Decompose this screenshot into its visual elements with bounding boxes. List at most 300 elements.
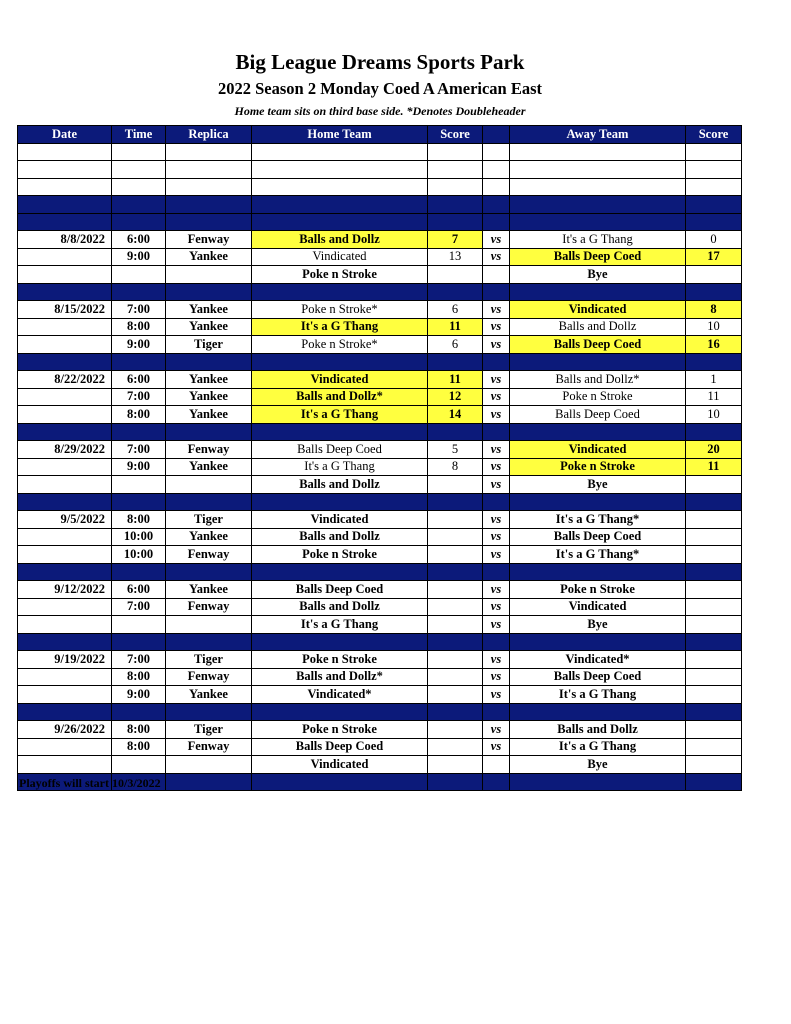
separator-cell	[510, 633, 686, 651]
field-cell: Yankee	[166, 371, 252, 389]
time-cell: 6:00	[112, 371, 166, 389]
game-row	[18, 546, 742, 564]
field-cell	[166, 476, 252, 494]
separator-cell	[252, 773, 428, 791]
time-cell	[112, 756, 166, 774]
away-score-cell: 10	[686, 406, 742, 424]
column-header-away-score: Score	[686, 126, 742, 144]
away-score-cell: 10	[686, 318, 742, 336]
game-row	[18, 458, 742, 476]
separator-cell	[112, 353, 166, 371]
time-cell: 9:00	[112, 248, 166, 266]
away-score-cell	[686, 721, 742, 739]
separator-cell	[686, 423, 742, 441]
vs-cell: vs	[483, 231, 510, 249]
separator-cell	[252, 213, 428, 231]
field-cell: Fenway	[166, 738, 252, 756]
date-cell: 9/5/2022	[18, 511, 112, 529]
away-score-cell: 11	[686, 458, 742, 476]
time-cell: 9:00	[112, 336, 166, 354]
away-team-cell: It's a G Thang*	[510, 511, 686, 529]
home-score-cell: 11	[428, 318, 483, 336]
separator-cell	[18, 423, 112, 441]
away-team-cell: Bye	[510, 266, 686, 284]
separator-cell	[510, 423, 686, 441]
time-cell: 7:00	[112, 388, 166, 406]
time-cell: 7:00	[112, 301, 166, 319]
page-note: Home team sits on third base side. *Denotes Doubleheader	[234, 104, 526, 118]
date-cell: 8/15/2022	[18, 301, 112, 319]
home-team-cell: Vindicated	[252, 756, 428, 774]
field-cell: Yankee	[166, 686, 252, 704]
game-row	[18, 248, 742, 266]
vs-cell: vs	[483, 738, 510, 756]
vs-cell: vs	[483, 528, 510, 546]
week-separator-row	[18, 423, 742, 441]
separator-cell	[252, 353, 428, 371]
separator-cell	[428, 196, 483, 214]
empty-cell	[112, 178, 166, 196]
empty-row	[18, 143, 742, 161]
separator-cell	[686, 633, 742, 651]
time-cell: 8:00	[112, 738, 166, 756]
away-score-cell	[686, 528, 742, 546]
away-team-cell: Vindicated	[510, 598, 686, 616]
away-team-cell: Poke n Stroke	[510, 458, 686, 476]
separator-cell	[18, 633, 112, 651]
date-cell	[18, 546, 112, 564]
time-cell: 8:00	[112, 318, 166, 336]
empty-cell	[686, 143, 742, 161]
empty-cell	[428, 161, 483, 179]
separator-cell	[18, 213, 112, 231]
empty-cell	[686, 178, 742, 196]
home-score-cell: 11	[428, 371, 483, 389]
separator-cell	[18, 283, 112, 301]
field-cell: Tiger	[166, 651, 252, 669]
game-row	[18, 528, 742, 546]
home-team-cell: It's a G Thang	[252, 616, 428, 634]
separator-cell	[428, 493, 483, 511]
time-cell: 8:00	[112, 721, 166, 739]
home-score-cell	[428, 476, 483, 494]
separator-cell	[252, 283, 428, 301]
empty-cell	[112, 143, 166, 161]
field-cell: Fenway	[166, 546, 252, 564]
away-team-cell: Balls Deep Coed	[510, 406, 686, 424]
home-score-cell: 8	[428, 458, 483, 476]
separator-cell	[112, 563, 166, 581]
separator-cell	[166, 353, 252, 371]
column-header-date: Date	[18, 126, 112, 144]
separator-cell	[252, 423, 428, 441]
page-title: Big League Dreams Sports Park	[235, 50, 525, 74]
game-row	[18, 668, 742, 686]
separator-cell	[112, 283, 166, 301]
home-score-cell	[428, 686, 483, 704]
separator-cell	[510, 196, 686, 214]
separator-cell	[510, 213, 686, 231]
separator-cell	[18, 196, 112, 214]
home-team-cell: Balls Deep Coed	[252, 581, 428, 599]
field-cell: Yankee	[166, 528, 252, 546]
date-cell	[18, 406, 112, 424]
separator-cell	[252, 703, 428, 721]
separator-cell	[18, 353, 112, 371]
game-row	[18, 318, 742, 336]
time-cell: 10:00	[112, 546, 166, 564]
home-team-cell: Balls and Dollz	[252, 476, 428, 494]
home-team-cell: Balls Deep Coed	[252, 441, 428, 459]
field-cell	[166, 756, 252, 774]
separator-cell	[510, 283, 686, 301]
away-team-cell: Balls Deep Coed	[510, 248, 686, 266]
game-row	[18, 336, 742, 354]
vs-cell: vs	[483, 388, 510, 406]
separator-cell	[428, 633, 483, 651]
home-score-cell: 13	[428, 248, 483, 266]
home-score-cell	[428, 546, 483, 564]
away-score-cell	[686, 651, 742, 669]
home-team-cell: Vindicated	[252, 511, 428, 529]
empty-cell	[483, 161, 510, 179]
separator-cell	[112, 213, 166, 231]
vs-cell: vs	[483, 248, 510, 266]
empty-cell	[252, 143, 428, 161]
home-team-cell: Poke n Stroke	[252, 546, 428, 564]
separator-cell	[483, 423, 510, 441]
separator-cell	[252, 633, 428, 651]
vs-cell: vs	[483, 511, 510, 529]
separator-cell	[112, 703, 166, 721]
week-separator-row	[18, 633, 742, 651]
home-score-cell: 6	[428, 336, 483, 354]
date-cell: 9/26/2022	[18, 721, 112, 739]
separator-cell	[483, 773, 510, 791]
separator-cell	[166, 633, 252, 651]
away-team-cell: Bye	[510, 756, 686, 774]
empty-cell	[112, 161, 166, 179]
time-cell: 9:00	[112, 686, 166, 704]
home-score-cell	[428, 651, 483, 669]
game-row	[18, 406, 742, 424]
home-team-cell: Poke n Stroke	[252, 721, 428, 739]
home-score-cell	[428, 598, 483, 616]
separator-cell	[166, 493, 252, 511]
separator-cell	[686, 196, 742, 214]
field-cell: Tiger	[166, 336, 252, 354]
vs-cell: vs	[483, 651, 510, 669]
away-team-cell: Balls Deep Coed	[510, 528, 686, 546]
away-team-cell: Bye	[510, 476, 686, 494]
away-team-cell: Balls and Dollz	[510, 721, 686, 739]
separator-cell	[112, 196, 166, 214]
game-row	[18, 686, 742, 704]
table-header-row	[18, 126, 742, 144]
home-team-cell: Poke n Stroke*	[252, 336, 428, 354]
game-row	[18, 231, 742, 249]
away-score-cell: 0	[686, 231, 742, 249]
vs-cell: vs	[483, 371, 510, 389]
vs-cell: vs	[483, 668, 510, 686]
empty-cell	[18, 161, 112, 179]
week-separator-row	[18, 196, 742, 214]
field-cell: Fenway	[166, 231, 252, 249]
away-score-cell	[686, 738, 742, 756]
away-team-cell: Bye	[510, 616, 686, 634]
week-separator-row	[18, 353, 742, 371]
separator-cell	[166, 773, 252, 791]
empty-cell	[428, 143, 483, 161]
away-team-cell: Vindicated	[510, 301, 686, 319]
home-score-cell: 6	[428, 301, 483, 319]
home-score-cell	[428, 266, 483, 284]
playoffs-note: Playoffs will start 10/3/2022	[19, 776, 161, 790]
column-header-home-team: Home Team	[252, 126, 428, 144]
away-score-cell	[686, 686, 742, 704]
away-team-cell: Balls Deep Coed	[510, 668, 686, 686]
separator-cell	[483, 283, 510, 301]
game-row	[18, 266, 742, 284]
vs-cell: vs	[483, 686, 510, 704]
game-row	[18, 651, 742, 669]
column-header-home-score: Score	[428, 126, 483, 144]
separator-cell	[483, 493, 510, 511]
separator-cell	[112, 493, 166, 511]
away-team-cell: Poke n Stroke	[510, 581, 686, 599]
away-team-cell: It's a G Thang*	[510, 546, 686, 564]
empty-cell	[483, 143, 510, 161]
empty-cell	[510, 143, 686, 161]
field-cell: Yankee	[166, 581, 252, 599]
home-score-cell	[428, 738, 483, 756]
vs-cell: vs	[483, 318, 510, 336]
away-team-cell: Balls Deep Coed	[510, 336, 686, 354]
separator-cell	[428, 563, 483, 581]
home-team-cell: Poke n Stroke*	[252, 301, 428, 319]
vs-cell: vs	[483, 458, 510, 476]
date-cell	[18, 388, 112, 406]
week-separator-row	[18, 283, 742, 301]
away-score-cell	[686, 598, 742, 616]
separator-cell	[686, 563, 742, 581]
home-score-cell: 12	[428, 388, 483, 406]
field-cell: Yankee	[166, 318, 252, 336]
home-team-cell: Balls and Dollz	[252, 231, 428, 249]
time-cell: 10:00	[112, 528, 166, 546]
empty-cell	[166, 178, 252, 196]
week-separator-row	[18, 493, 742, 511]
date-cell	[18, 738, 112, 756]
date-cell: 8/8/2022	[18, 231, 112, 249]
home-score-cell	[428, 756, 483, 774]
game-row	[18, 441, 742, 459]
column-header-vs	[483, 126, 510, 144]
empty-cell	[166, 161, 252, 179]
field-cell: Yankee	[166, 301, 252, 319]
separator-cell	[510, 563, 686, 581]
away-team-cell: It's a G Thang	[510, 738, 686, 756]
separator-cell	[166, 563, 252, 581]
column-header-time: Time	[112, 126, 166, 144]
separator-cell	[166, 703, 252, 721]
separator-cell	[686, 213, 742, 231]
separator-cell	[428, 773, 483, 791]
home-score-cell	[428, 668, 483, 686]
time-cell: 7:00	[112, 651, 166, 669]
separator-cell	[428, 213, 483, 231]
away-score-cell	[686, 581, 742, 599]
away-score-cell	[686, 511, 742, 529]
game-row	[18, 616, 742, 634]
separator-cell	[252, 493, 428, 511]
vs-cell: vs	[483, 616, 510, 634]
empty-cell	[483, 178, 510, 196]
separator-cell	[112, 633, 166, 651]
column-header-replica: Replica	[166, 126, 252, 144]
away-score-cell	[686, 476, 742, 494]
separator-cell	[510, 493, 686, 511]
separator-cell	[428, 423, 483, 441]
separator-cell	[510, 703, 686, 721]
column-header-away-team: Away Team	[510, 126, 686, 144]
home-team-cell: Poke n Stroke	[252, 266, 428, 284]
date-cell: 9/12/2022	[18, 581, 112, 599]
away-team-cell: Vindicated*	[510, 651, 686, 669]
week-separator-row	[18, 703, 742, 721]
away-score-cell: 20	[686, 441, 742, 459]
vs-cell	[483, 266, 510, 284]
date-cell	[18, 476, 112, 494]
home-team-cell: Balls Deep Coed	[252, 738, 428, 756]
separator-cell	[686, 283, 742, 301]
home-score-cell	[428, 528, 483, 546]
game-row	[18, 371, 742, 389]
field-cell: Tiger	[166, 511, 252, 529]
separator-cell	[483, 633, 510, 651]
time-cell: 8:00	[112, 668, 166, 686]
date-cell	[18, 266, 112, 284]
separator-cell	[252, 563, 428, 581]
game-row	[18, 511, 742, 529]
vs-cell	[483, 756, 510, 774]
time-cell	[112, 616, 166, 634]
separator-cell	[112, 423, 166, 441]
separator-cell	[483, 563, 510, 581]
time-cell: 6:00	[112, 581, 166, 599]
home-score-cell	[428, 581, 483, 599]
separator-cell	[483, 213, 510, 231]
separator-cell	[510, 353, 686, 371]
time-cell: 6:00	[112, 231, 166, 249]
home-score-cell	[428, 721, 483, 739]
away-team-cell: Balls and Dollz	[510, 318, 686, 336]
separator-cell	[166, 423, 252, 441]
empty-row	[18, 178, 742, 196]
field-cell: Fenway	[166, 441, 252, 459]
away-score-cell: 11	[686, 388, 742, 406]
empty-cell	[686, 161, 742, 179]
field-cell: Yankee	[166, 458, 252, 476]
empty-cell	[18, 178, 112, 196]
away-score-cell	[686, 546, 742, 564]
page-subtitle: 2022 Season 2 Monday Coed A American East	[217, 79, 543, 98]
time-cell: 8:00	[112, 406, 166, 424]
separator-cell	[428, 353, 483, 371]
home-team-cell: Vindicated	[252, 371, 428, 389]
empty-cell	[510, 161, 686, 179]
date-cell	[18, 686, 112, 704]
empty-cell	[252, 178, 428, 196]
home-team-cell: It's a G Thang	[252, 458, 428, 476]
away-team-cell: Vindicated	[510, 441, 686, 459]
vs-cell: vs	[483, 598, 510, 616]
week-separator-row	[18, 563, 742, 581]
away-team-cell: Poke n Stroke	[510, 388, 686, 406]
vs-cell: vs	[483, 546, 510, 564]
time-cell	[112, 476, 166, 494]
home-score-cell	[428, 511, 483, 529]
home-team-cell: Balls and Dollz	[252, 528, 428, 546]
home-score-cell	[428, 616, 483, 634]
empty-cell	[252, 161, 428, 179]
separator-cell	[510, 773, 686, 791]
date-cell	[18, 248, 112, 266]
field-cell: Yankee	[166, 406, 252, 424]
date-cell	[18, 756, 112, 774]
away-team-cell: Balls and Dollz*	[510, 371, 686, 389]
separator-cell	[686, 703, 742, 721]
empty-cell	[510, 178, 686, 196]
date-cell: 8/22/2022	[18, 371, 112, 389]
away-score-cell	[686, 756, 742, 774]
field-cell: Yankee	[166, 388, 252, 406]
vs-cell: vs	[483, 336, 510, 354]
separator-cell	[166, 196, 252, 214]
separator-cell	[252, 196, 428, 214]
schedule-table	[17, 125, 742, 791]
separator-cell	[686, 353, 742, 371]
vs-cell: vs	[483, 301, 510, 319]
home-score-cell: 7	[428, 231, 483, 249]
empty-cell	[18, 143, 112, 161]
away-score-cell: 1	[686, 371, 742, 389]
game-row	[18, 721, 742, 739]
time-cell: 9:00	[112, 458, 166, 476]
field-cell: Fenway	[166, 668, 252, 686]
week-separator-row	[18, 213, 742, 231]
vs-cell: vs	[483, 721, 510, 739]
home-score-cell: 14	[428, 406, 483, 424]
away-score-cell: 8	[686, 301, 742, 319]
separator-cell	[428, 703, 483, 721]
home-team-cell: It's a G Thang	[252, 406, 428, 424]
away-score-cell	[686, 616, 742, 634]
date-cell: 9/19/2022	[18, 651, 112, 669]
date-cell	[18, 458, 112, 476]
home-team-cell: Vindicated	[252, 248, 428, 266]
game-row	[18, 301, 742, 319]
away-team-cell: It's a G Thang	[510, 686, 686, 704]
separator-cell	[686, 493, 742, 511]
game-row	[18, 738, 742, 756]
separator-cell	[18, 563, 112, 581]
date-cell	[18, 336, 112, 354]
separator-cell	[18, 493, 112, 511]
away-score-cell	[686, 266, 742, 284]
away-team-cell: It's a G Thang	[510, 231, 686, 249]
field-cell	[166, 616, 252, 634]
